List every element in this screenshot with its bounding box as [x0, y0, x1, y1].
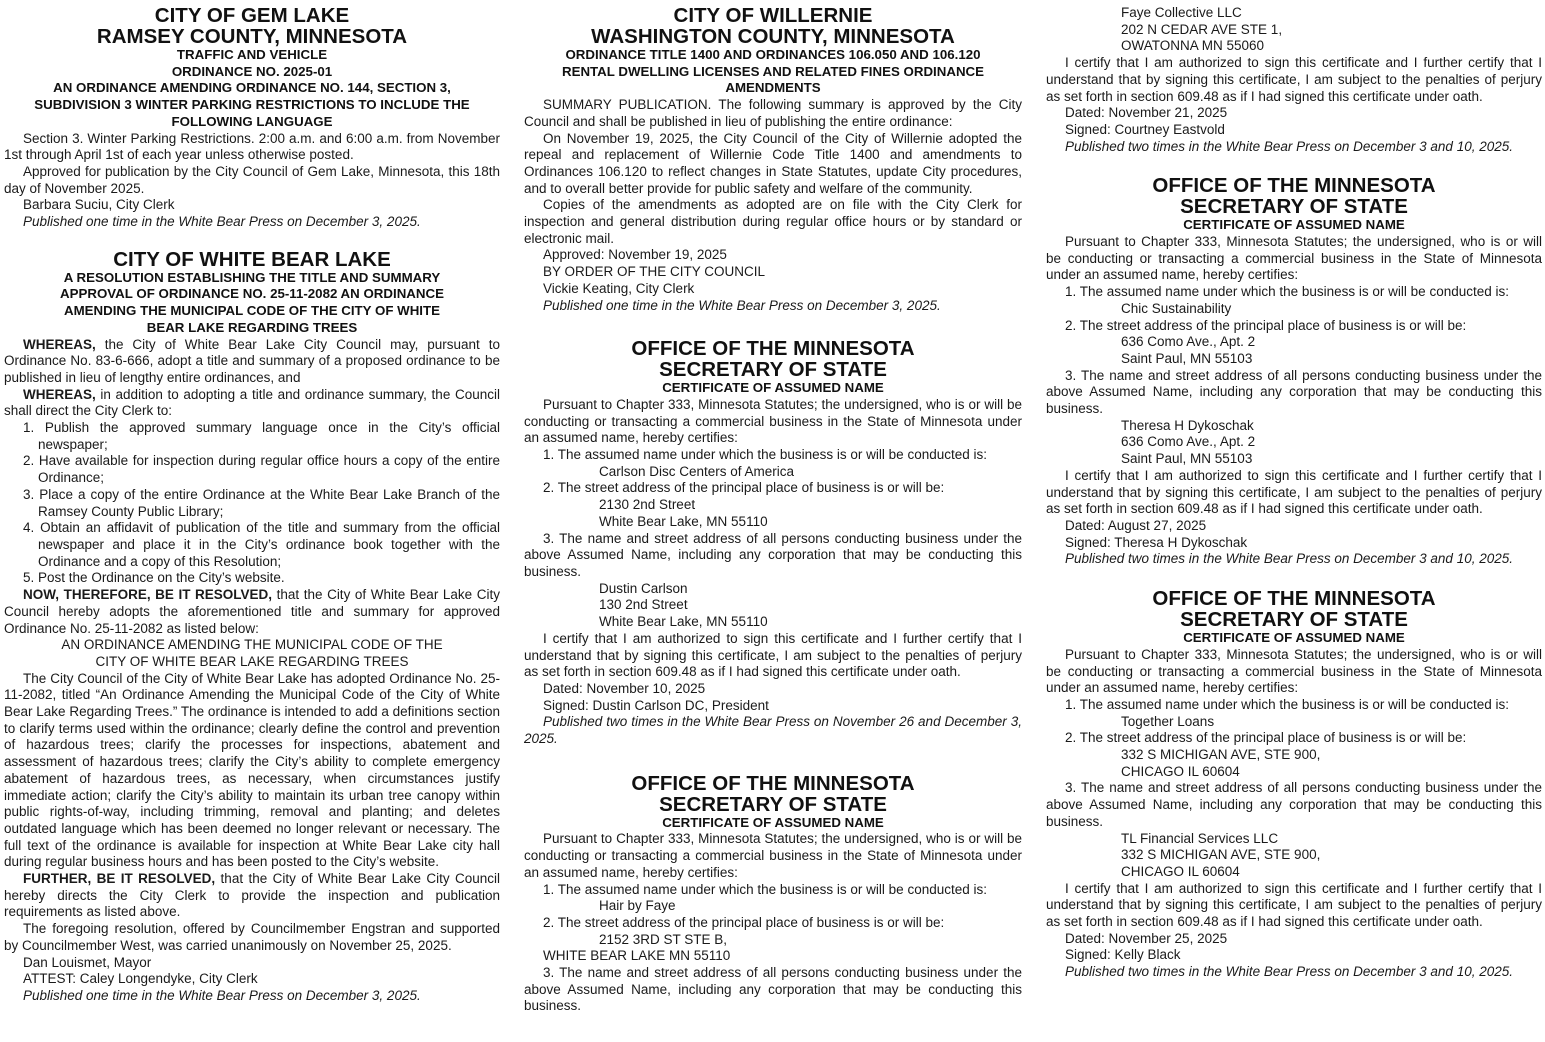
- detail-line: 1. The assumed name under which the business is or will be conducted is:: [1065, 284, 1509, 300]
- item-text: Place a copy of the entire Ordinance at the White Bear Lake Branch of the Ramsey County Public Library;: [38, 486, 500, 519]
- paragraph: I certify that I am authorized to sign this certificate and I further certify that I understand that by signing this certificate, I am subject to the penalties of perjury as set forth in section 609.48 as if I had signed this certificate under oath.: [1046, 880, 1542, 930]
- signature-line: Vickie Keating, City Clerk: [543, 280, 695, 296]
- notice-subtitle: ORDINANCE TITLE 1400 AND ORDINANCES 106.050 AND 106.120 RENTAL DWELLING LICENSES AND RELATED FINES ORDINANCE AMENDMENTS: [561, 47, 985, 96]
- detail-line: 2. The street address of the principal place of business is or will be:: [543, 480, 945, 496]
- detail-line: Dated: August 27, 2025: [1065, 517, 1207, 533]
- item-number: 5.: [23, 570, 35, 586]
- detail-line: Dustin Carlson: [599, 580, 688, 596]
- notice-title: CITY OF GEM LAKE: [154, 4, 350, 27]
- detail-line: Approved: November 19, 2025: [543, 247, 727, 263]
- notice-title: WASHINGTON COUNTY, MINNESOTA: [591, 25, 955, 48]
- detail-line: 2. The street address of the principal place of business is or will be:: [1065, 730, 1467, 746]
- publication-note: Published two times in the White Bear Press on November 26 and December 3, 2025.: [524, 714, 1022, 747]
- item-number: 1.: [23, 420, 35, 436]
- notice-white-bear-lake: [4, 249, 500, 1005]
- item-text: Publish the approved summary language once in the City’s official newspaper;: [38, 420, 500, 452]
- detail-line: Chic Sustainability: [1121, 300, 1232, 316]
- detail-line: BY ORDER OF THE CITY COUNCIL: [543, 264, 766, 280]
- bold-lead: NOW, THEREFORE, BE IT RESOLVED,: [23, 587, 273, 603]
- paragraph: SUMMARY PUBLICATION. The following summary is approved by the City Council and shall be published in lieu of publishing the entire ordinance:: [524, 97, 1022, 129]
- detail-line: 636 Como Ave., Apt. 2: [1121, 434, 1256, 450]
- detail-line: 202 N CEDAR AVE STE 1,: [1121, 21, 1283, 37]
- publication-note: Published one time in the White Bear Press on December 3, 2025.: [543, 297, 941, 313]
- list-item: [4, 453, 500, 486]
- detail-line: 332 S MICHIGAN AVE, STE 900,: [1121, 747, 1321, 763]
- signature-line: Signed: Theresa H Dykoschak: [1065, 534, 1248, 550]
- paragraph: Approved for publication by the City Council of Gem Lake, Minnesota, this 18th day of November 2025.: [4, 163, 500, 196]
- notice-title: CITY OF WILLERNIE: [673, 4, 873, 27]
- detail-line: Faye Collective LLC: [1121, 5, 1242, 20]
- paragraph: I certify that I am authorized to sign this certificate and I further certify that I understand that by signing this certificate, I am subject to the penalties of perjury as set forth in section 609.48 as if I had signed this certificate under oath.: [1046, 467, 1542, 517]
- notice-title: OFFICE OF THE MINNESOTA: [1152, 174, 1436, 198]
- notice-subtitle: AN ORDINANCE AMENDING ORDINANCE NO. 144, SECTION 3, SUBDIVISION 3 WINTER PARKING RESTRICTIONS TO INCLUDE THE FOLLOWING LANGUAGE: [34, 80, 470, 129]
- detail-line: TL Financial Services LLC: [1121, 830, 1279, 846]
- detail-line: 2. The street address of the principal place of business is or will be:: [543, 914, 945, 930]
- paragraph-text: in addition to adopting a title and ordinance summary, the Council shall direct the City Clerk to:: [4, 386, 500, 419]
- detail-line: 1. The assumed name under which the business is or will be conducted is:: [543, 447, 987, 463]
- notice-subtitle: CERTIFICATE OF ASSUMED NAME: [1183, 630, 1405, 646]
- notice-subtitle: ORDINANCE NO. 2025-01: [171, 63, 333, 79]
- detail-line: CHICAGO IL 60604: [1121, 763, 1240, 779]
- item-number: 3.: [23, 486, 35, 502]
- paragraph-text: the City of White Bear Lake City Council may, pursuant to Ordinance No. 83-6-666, adopt a title and summary of a proposed ordinance to be published in lieu of lengthy entire ordinances, and: [4, 336, 500, 385]
- publication-note: Published two times in the White Bear Press on December 3 and 10, 2025.: [1065, 964, 1513, 980]
- notice-title: OFFICE OF THE MINNESOTA: [1152, 587, 1436, 611]
- paragraph: The City Council of the City of White Bear Lake has adopted Ordinance No. 25-11-2082, titled “An Ordinance Amending the Municipal Code of the City of White Bear Lake Regarding Trees.” The ordinance is intended to add a definitions section to clarify terms used within the ordinance; clearly define the control and prevention of hazardous trees; clarify the processes for inspections, abatement and assessment of hazardous trees; clarify the City’s ability to complete emergency abatement of hazardous trees, as necessary, when circumstances justify immediate action; clarify the City’s ability to maintain its urban tree canopy within public rights-of-way, including trimming, removal and planting; and deletes outdated language which has been deemed no longer relevant or necessary. The full text of the ordinance is available for inspection at White Bear Lake city hall during regular business hours and has been posted to the City’s website.: [4, 670, 500, 870]
- item-text: Have available for inspection during regular office hours a copy of the entire Ordinance;: [38, 453, 500, 486]
- signature-line: ATTEST: Caley Longendyke, City Clerk: [23, 971, 258, 987]
- publication-note: Published two times in the White Bear Press on December 3 and 10, 2025.: [1065, 551, 1513, 567]
- notice-subtitle: TRAFFIC AND VEHICLE: [176, 47, 328, 62]
- detail-line: Saint Paul, MN 55103: [1121, 350, 1253, 366]
- numbered-list: [4, 420, 500, 587]
- paragraph: Pursuant to Chapter 333, Minnesota Statutes; the undersigned, who is or will be conducting or transacting a commercial business in the State of Minnesota under an assumed name, hereby certifies:: [524, 396, 1022, 446]
- notice-title: OFFICE OF THE MINNESOTA: [631, 337, 915, 361]
- paragraph: Copies of the amendments as adopted are on file with the City Clerk for inspection and general distribution during regular office hours or by standard or electronic mail.: [524, 197, 1022, 246]
- item-text: Post the Ordinance on the City’s website.: [38, 570, 285, 586]
- notice-title: SECRETARY OF STATE: [1180, 608, 1408, 632]
- notice-title: RAMSEY COUNTY, MINNESOTA: [96, 25, 408, 48]
- detail-line: 1. The assumed name under which the business is or will be conducted is:: [543, 881, 987, 897]
- detail-line: Saint Paul, MN 55103: [1121, 451, 1253, 467]
- signature-line: Barbara Suciu, City Clerk: [23, 197, 175, 213]
- notice-assumed-name-together-loans: [1046, 588, 1542, 981]
- notice-assumed-name-carlson: [524, 338, 1022, 747]
- paragraph-text: that the City of White Bear Lake City Council hereby adopts the aforementioned title and summary for approved Ordinance No. 25-11-2082 as listed below:: [4, 587, 500, 636]
- detail-line: Carlson Disc Centers of America: [599, 463, 795, 479]
- notice-assumed-name-chic: [1046, 175, 1542, 568]
- paragraph: 3. The name and street address of all persons conducting business under the above Assumed Name, including any corporation that may be conducting this business.: [1046, 780, 1542, 829]
- publication-note: Published one time in the White Bear Press on December 3, 2025.: [23, 214, 421, 230]
- paragraph: 3. The name and street address of all persons conducting business under the above Assumed Name, including any corporation that may be conducting this business.: [1046, 367, 1542, 417]
- notice-subtitle: A RESOLUTION ESTABLISHING THE TITLE AND SUMMARY APPROVAL OF ORDINANCE NO. 25-11-2082 AN ORDINANCE AMENDING THE MUNICIPAL CODE OF THE CITY OF WHITE BEAR LAKE REGARDING TREES: [60, 269, 444, 335]
- signature-line: Signed: Kelly Black: [1065, 947, 1181, 963]
- detail-line: Dated: November 21, 2025: [1065, 105, 1228, 121]
- bold-lead: WHEREAS,: [23, 386, 96, 402]
- paragraph: I certify that I am authorized to sign this certificate and I further certify that I understand that by signing this certificate, I am subject to the penalties of perjury as set forth in section 609.48 as if I had signed this certificate under oath.: [1046, 55, 1542, 104]
- notice-title: CITY OF WHITE BEAR LAKE: [113, 247, 391, 271]
- detail-line: Hair by Faye: [599, 898, 676, 914]
- detail-line: 332 S MICHIGAN AVE, STE 900,: [1121, 847, 1321, 863]
- paragraph: 3. The name and street address of all persons conducting business under the above Assumed Name, including any corporation that may be conducting this business.: [524, 530, 1022, 579]
- paragraph: Pursuant to Chapter 333, Minnesota Statutes; the undersigned, who is or will be conducting or transacting a commercial business in the State of Minnesota under an assumed name, hereby certifies:: [1046, 234, 1542, 283]
- paragraph: Pursuant to Chapter 333, Minnesota Statutes; the undersigned, who is or will be conducting or transacting a commercial business in the State of Minnesota under an assumed name, hereby certifies:: [1046, 646, 1542, 696]
- notice-subtitle: CERTIFICATE OF ASSUMED NAME: [1183, 217, 1405, 233]
- paragraph: [4, 387, 500, 420]
- publication-note: Published two times in the White Bear Press on December 3 and 10, 2025.: [1065, 138, 1513, 154]
- detail-line: Theresa H Dykoschak: [1121, 417, 1254, 433]
- detail-line: 636 Como Ave., Apt. 2: [1121, 334, 1256, 350]
- signature-line: Signed: Dustin Carlson DC, President: [543, 697, 769, 713]
- detail-line: OWATONNA MN 55060: [1121, 38, 1265, 54]
- column-left: [4, 5, 500, 1025]
- paragraph: Section 3. Winter Parking Restrictions. 2:00 a.m. and 6:00 a.m. from November 1st through April 1st of each year unless otherwise posted.: [4, 130, 500, 163]
- detail-line: CHICAGO IL 60604: [1121, 863, 1240, 879]
- signature-line: Dan Louismet, Mayor: [23, 954, 152, 970]
- notice-title: SECRETARY OF STATE: [659, 792, 887, 816]
- column-right: [1046, 5, 1542, 1001]
- signature-line: Signed: Courtney Eastvold: [1065, 121, 1225, 137]
- detail-line: 1. The assumed name under which the business is or will be conducted is:: [1065, 696, 1509, 712]
- detail-line: 2152 3RD ST STE B,: [599, 931, 728, 947]
- notice-title: SECRETARY OF STATE: [659, 358, 887, 382]
- detail-line: Together Loans: [1121, 713, 1215, 729]
- ordinance-heading: AN ORDINANCE AMENDING THE MUNICIPAL CODE OF THE: [61, 637, 443, 653]
- notice-title: OFFICE OF THE MINNESOTA: [631, 771, 915, 795]
- detail-line: White Bear Lake, MN 55110: [599, 614, 768, 630]
- detail-line: 2130 2nd Street: [599, 497, 696, 513]
- item-number: 2.: [23, 453, 35, 469]
- list-item: [4, 487, 500, 520]
- paragraph: [4, 871, 500, 921]
- item-text: Obtain an affidavit of publication of the title and summary from the official newspaper and place it in the City’s ordinance book together with the Ordinance and a copy of this Resolution;: [38, 520, 500, 569]
- notice-title: SECRETARY OF STATE: [1180, 195, 1408, 219]
- notice-willernie: [524, 5, 1022, 314]
- item-number: 4.: [23, 520, 35, 536]
- detail-line: WHITE BEAR LAKE MN 55110: [543, 948, 731, 964]
- notice-gem-lake: [4, 5, 500, 231]
- notice-subtitle: CERTIFICATE OF ASSUMED NAME: [662, 814, 884, 830]
- paragraph: Pursuant to Chapter 333, Minnesota Statutes; the undersigned, who is or will be conducting or transacting a commercial business in the State of Minnesota under an assumed name, hereby certifies:: [524, 831, 1022, 880]
- ordinance-heading: CITY OF WHITE BEAR LAKE REGARDING TREES: [95, 653, 409, 669]
- detail-line: Dated: November 10, 2025: [543, 680, 706, 696]
- detail-line: White Bear Lake, MN 55110: [599, 513, 768, 529]
- list-item: [4, 520, 500, 570]
- paragraph-text: that the City of White Bear Lake City Council hereby directs the City Clerk to provide the inspection and publication requirements as listed above.: [4, 871, 500, 920]
- bold-lead: FURTHER, BE IT RESOLVED,: [23, 871, 216, 887]
- detail-line: 2. The street address of the principal place of business is or will be:: [1065, 317, 1467, 333]
- detail-line: 130 2nd Street: [599, 597, 688, 613]
- notice-continued-hair-by-faye: [1046, 5, 1542, 155]
- column-middle: [524, 5, 1022, 1035]
- publication-note: Published one time in the White Bear Press on December 3, 2025.: [23, 987, 421, 1003]
- list-item: [4, 420, 500, 453]
- paragraph: [4, 587, 500, 637]
- paragraph: I certify that I am authorized to sign this certificate and I further certify that I understand that by signing this certificate, I am subject to the penalties of perjury as set forth in section 609.48 as if I had signed this certificate under oath.: [524, 630, 1022, 680]
- paragraph: 3. The name and street address of all persons conducting business under the above Assumed Name, including any corporation that may be conducting this business.: [524, 965, 1022, 1014]
- notice-subtitle: CERTIFICATE OF ASSUMED NAME: [662, 380, 884, 396]
- notice-assumed-name-hair-by-faye: [524, 773, 1022, 1015]
- paragraph: [4, 337, 500, 387]
- bold-lead: WHEREAS,: [23, 336, 96, 352]
- detail-line: Dated: November 25, 2025: [1065, 930, 1228, 946]
- list-item: [4, 570, 500, 587]
- paragraph: On November 19, 2025, the City Council of the City of Willernie adopted the repeal and replacement of Willernie Code Title 1400 and amendments to Ordinances 106.120 to reflect changes in State Statutes, update City procedures, and to overall better provide for public safety and welfare of the community.: [524, 130, 1022, 196]
- paragraph: The foregoing resolution, offered by Councilmember Engstran and supported by Councilmember West, was carried unanimously on November 25, 2025.: [4, 921, 500, 953]
